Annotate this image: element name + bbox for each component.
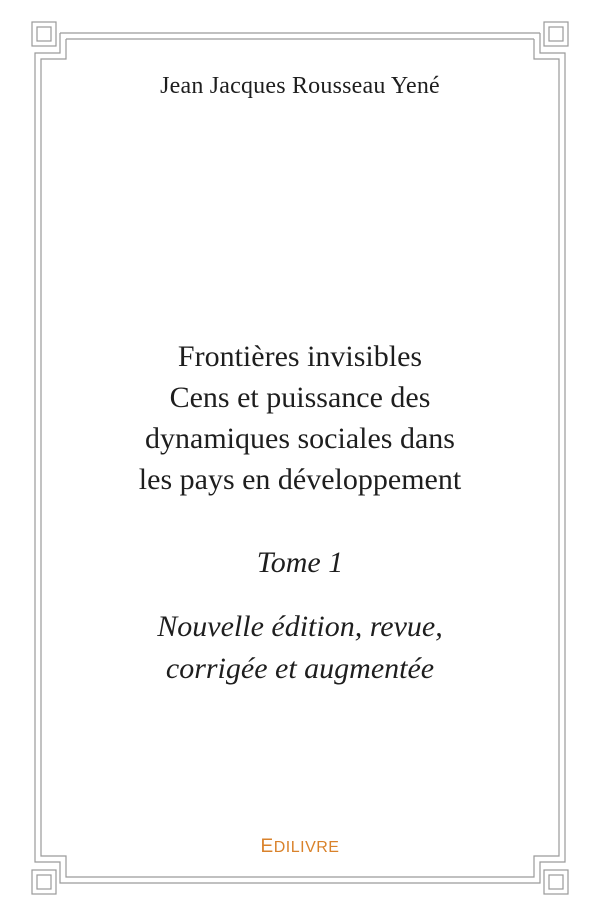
corner-square-top-left — [32, 22, 56, 46]
edition-note — [0, 606, 600, 690]
publisher-name-rest: DILIVRE — [273, 839, 340, 856]
publisher-initial: E — [260, 836, 274, 857]
title-line-2: Cens et puissance des — [169, 381, 431, 414]
corner-square-top-right — [544, 22, 568, 46]
edition-line-2: corrigée et augmentée — [165, 652, 435, 685]
publisher-logo — [0, 836, 600, 858]
corner-square-bottom-left — [32, 870, 56, 894]
edition-line-1: Nouvelle édition, revue, — [157, 610, 443, 643]
title-line-1: Frontières invisibles — [177, 340, 423, 373]
title-line-4: les pays en développement — [138, 463, 462, 496]
title-line-3: dynamiques sociales dans — [145, 422, 455, 455]
volume-label: Tome 1 — [256, 546, 344, 579]
book-title — [0, 336, 600, 500]
corner-square-bottom-right — [544, 870, 568, 894]
author-name: Jean Jacques Rousseau Yené — [160, 73, 440, 99]
